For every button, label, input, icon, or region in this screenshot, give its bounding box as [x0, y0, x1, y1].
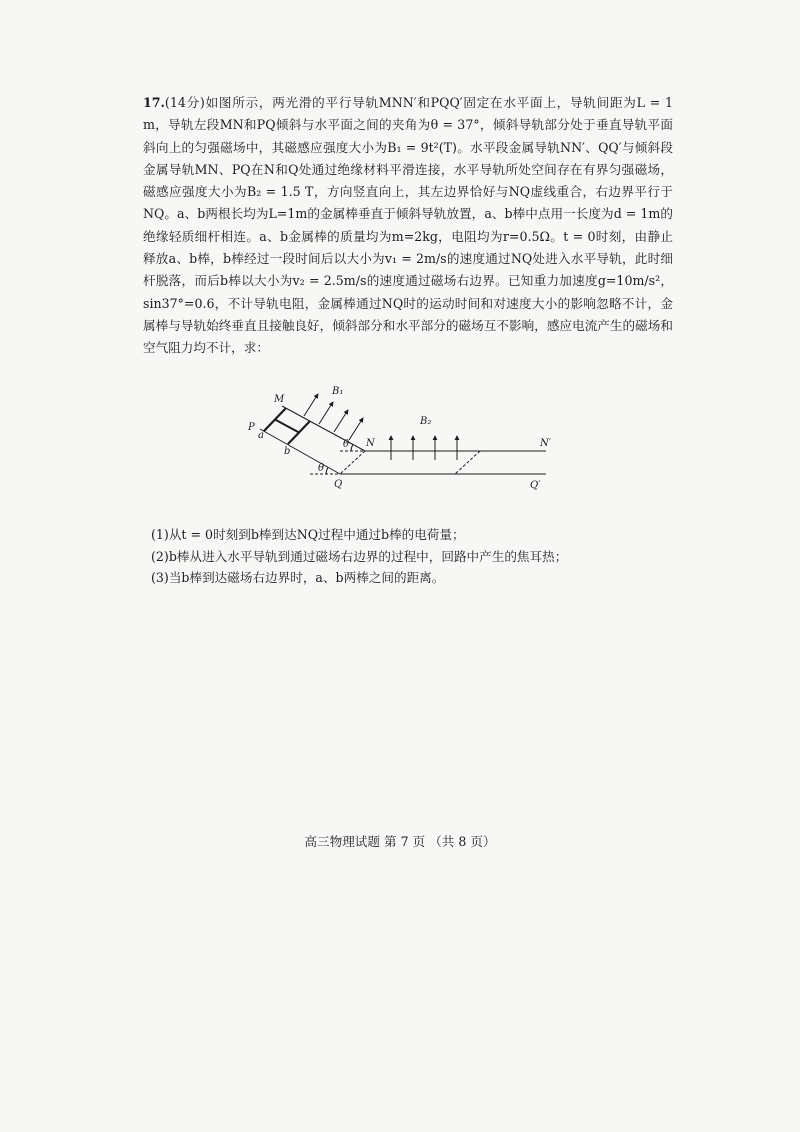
boundary-right	[455, 451, 480, 474]
problem-number: 17.	[143, 95, 165, 110]
sub-questions	[151, 524, 671, 589]
label-N: N	[366, 438, 375, 449]
b1-arrow-4	[349, 418, 363, 440]
label-N-prime: N′	[540, 438, 552, 449]
question-2: (2)b棒从进入水平导轨到通过磁场右边界的过程中，回路中产生的焦耳热；	[151, 548, 568, 564]
label-Q-prime: Q′	[530, 480, 541, 491]
boundary-NQ	[340, 451, 365, 474]
b1-arrow-3	[334, 410, 348, 432]
problem-text: 如图所示，两光滑的平行导轨MNN′和PQQ′固定在水平面上，导轨间距为L = 1 m，导轨左段MN和PQ倾斜与水平面之间的夹角为θ = 37°，倾斜导轨部分处于垂直导轨平面斜向上的匀强磁场中，其磁感应强度大小为B₁ = 9t²(T)。水平段金属导轨NN′、QQ′与倾斜段金属导轨MN、PQ在N和Q处通过绝缘材料平滑连接，水平导轨所处空间存在有界匀强磁场，磁感应强度大小为B₂ = 1.5 T，方向竖直向上，其左边界恰好与NQ虚线重合，右边界平行于NQ。a、b两根长均为L=1m的金属棒垂直于倾斜导轨放置，a、b棒中点用一长度为d = 1m的绝缘轻质细杆相连。a、b金属棒的质量均为m=2kg，电阻均为r=0.5Ω。t = 0时刻，由静止释放a、b棒，b棒经过一段时间后以大小为v₁ = 2m/s的速度通过NQ处进入水平导轨，此时细杆脱落，而后b棒以大小为v₂ = 2.5m/s的速度通过磁场右边界。已知重力加速度g=10m/s²，sin37°=0.6，不计导轨电阻，金属棒通过NQ时的运动时间和对速度大小的影响忽略不计，金属棒与导轨始终垂直且接触良好，倾斜部分和水平部分的磁场互不影响，感应电流产生的磁场和空气阻力均不计，求：	[143, 95, 673, 356]
label-theta-top: θ	[343, 439, 350, 450]
problem-score: (14分)	[164, 95, 205, 110]
rail-PQ	[260, 429, 340, 474]
angle-arc-bottom	[326, 467, 328, 474]
label-b: b	[284, 446, 291, 457]
label-B2: B₂	[420, 416, 432, 427]
b1-arrow-1	[304, 394, 318, 416]
label-P: P	[248, 422, 255, 433]
question-3: (3)当b棒到达磁场右边界时，a、b两棒之间的距离。	[151, 570, 445, 586]
page-footer: 高三物理试题 第 7 页 （共 8 页）	[304, 834, 496, 849]
problem-17	[143, 92, 673, 360]
label-B1: B₁	[332, 386, 344, 397]
rail-diagram	[248, 386, 578, 498]
label-M: M	[274, 394, 285, 405]
b1-arrow-2	[319, 402, 333, 424]
insulating-rod	[275, 420, 299, 433]
angle-arc-top	[351, 444, 353, 451]
label-a: a	[258, 430, 264, 441]
label-theta-bottom: θ	[318, 463, 325, 474]
rail-diagram-svg	[248, 386, 578, 498]
label-Q: Q	[334, 479, 343, 490]
question-1: (1)从t = 0时刻到b棒到达NQ过程中通过b棒的电荷量；	[151, 527, 465, 542]
